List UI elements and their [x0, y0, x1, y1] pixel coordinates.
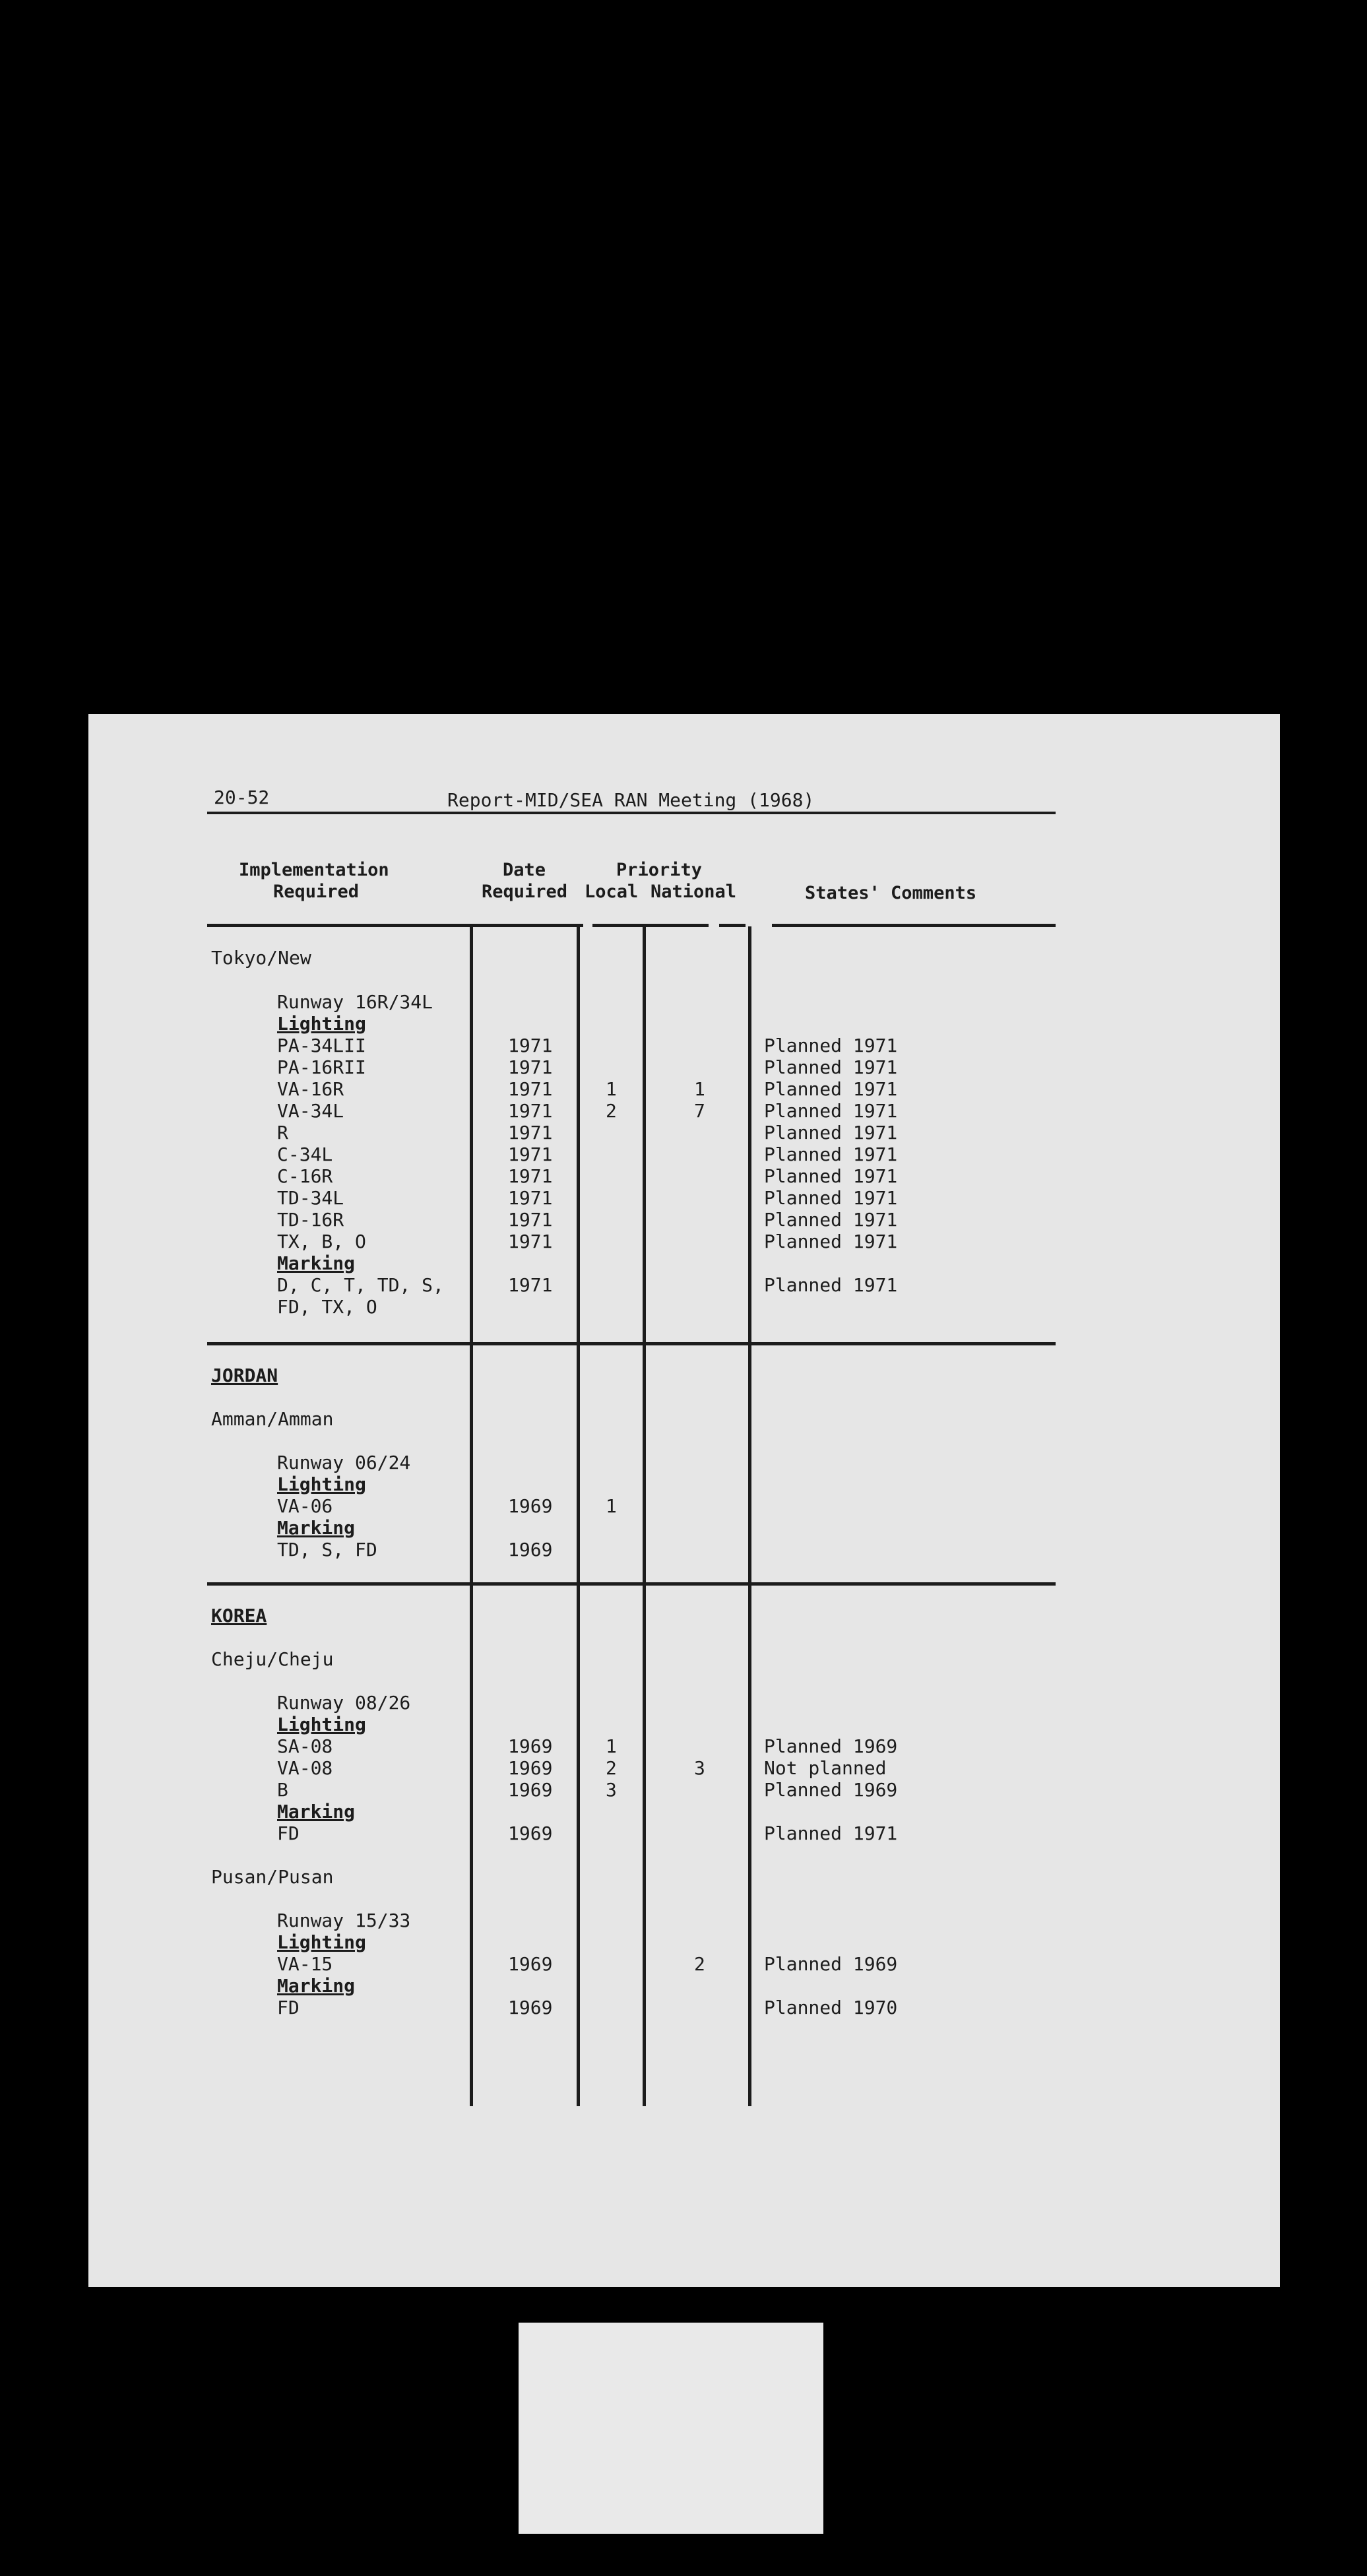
row-item: C-34L	[277, 1143, 333, 1165]
runway-pusan: Runway 15/33	[277, 1910, 411, 1931]
row-date: 1971	[508, 1231, 553, 1252]
row-national-priority: 7	[694, 1100, 705, 1122]
col-date-line2: Required	[482, 882, 568, 902]
row-date: 1969	[508, 1779, 553, 1801]
runway-tokyo: Runway 16R/34L	[277, 991, 433, 1013]
row-item: C-16R	[277, 1165, 333, 1187]
row-date: 1969	[508, 1997, 553, 2018]
row-date: 1971	[508, 1078, 553, 1100]
row-comment: Planned 1971	[764, 1165, 898, 1187]
row-comment: Planned 1969	[764, 1953, 898, 1975]
row-date: 1971	[508, 1274, 553, 1296]
subheading-marking: Marking	[277, 1801, 356, 1822]
row-item: PA-34LII	[277, 1035, 366, 1056]
row-item: TD-16R	[277, 1209, 344, 1231]
section-divider-2	[207, 1582, 1056, 1586]
col-date-line1: Date	[503, 860, 546, 880]
col-national: National	[651, 882, 737, 902]
row-item: TX, B, O	[277, 1231, 366, 1252]
row-local-priority: 3	[606, 1779, 617, 1801]
row-date: 1971	[508, 1056, 553, 1078]
header-rule	[207, 812, 1056, 814]
subheading-marking: Marking	[277, 1517, 356, 1539]
row-date: 1971	[508, 1165, 553, 1187]
runway-amman: Runway 06/24	[277, 1452, 411, 1473]
row-item: R	[277, 1122, 288, 1143]
row-item: SA-08	[277, 1735, 333, 1757]
blank-card	[519, 2323, 823, 2534]
row-comment: Planned 1971	[764, 1274, 898, 1296]
col-states-comments: States' Comments	[805, 883, 977, 903]
row-date: 1969	[508, 1539, 553, 1561]
country-jordan: JORDAN	[211, 1365, 278, 1386]
row-date: 1969	[508, 1757, 553, 1779]
row-date: 1971	[508, 1100, 553, 1122]
row-comment: Planned 1971	[764, 1187, 898, 1209]
row-date: 1971	[508, 1122, 553, 1143]
row-comment: Planned 1971	[764, 1209, 898, 1231]
row-item: VA-15	[277, 1953, 333, 1975]
row-date: 1969	[508, 1735, 553, 1757]
runway-cheju: Runway 08/26	[277, 1692, 411, 1714]
row-item: VA-08	[277, 1757, 333, 1779]
row-national-priority: 3	[694, 1757, 705, 1779]
row-item: FD	[277, 1997, 300, 2018]
row-comment: Planned 1971	[764, 1056, 898, 1078]
col-local: Local	[585, 882, 639, 902]
document-title: Report-MID/SEA RAN Meeting (1968)	[447, 789, 815, 811]
subheading-marking: Marking	[277, 1975, 356, 1997]
row-comment: Planned 1969	[764, 1779, 898, 1801]
column-rule-2	[577, 926, 580, 2106]
location-cheju: Cheju/Cheju	[211, 1648, 334, 1670]
col-priority: Priority	[616, 860, 703, 880]
row-comment: Planned 1971	[764, 1231, 898, 1252]
col-implementation-line1: Implementation	[239, 860, 389, 880]
heading-rule-2	[472, 924, 583, 927]
row-local-priority: 1	[606, 1495, 617, 1517]
page-number: 20-52	[214, 787, 270, 808]
section-divider-1	[207, 1342, 1056, 1345]
row-comment: Planned 1971	[764, 1122, 898, 1143]
row-item: VA-06	[277, 1495, 333, 1517]
row-item: TD, S, FD	[277, 1539, 377, 1561]
heading-rule-3	[592, 924, 709, 927]
row-date: 1969	[508, 1822, 553, 1844]
row-local-priority: 2	[606, 1757, 617, 1779]
row-item: VA-16R	[277, 1078, 344, 1100]
subheading-lighting: Lighting	[277, 1013, 366, 1035]
location-pusan: Pusan/Pusan	[211, 1866, 334, 1888]
row-item: TD-34L	[277, 1187, 344, 1209]
location-tokyo: Tokyo/New	[211, 947, 311, 969]
column-rule-1	[470, 926, 473, 2106]
row-national-priority: 1	[694, 1078, 705, 1100]
subheading-lighting: Lighting	[277, 1931, 366, 1953]
heading-rule-1	[207, 924, 472, 927]
heading-rule-4	[719, 924, 746, 927]
column-rule-3	[643, 926, 646, 2106]
row-date: 1971	[508, 1035, 553, 1056]
country-korea: KOREA	[211, 1605, 267, 1626]
row-comment: Planned 1971	[764, 1100, 898, 1122]
row-comment: Not planned	[764, 1757, 887, 1779]
column-rule-4	[748, 926, 751, 2106]
heading-rule-5	[772, 924, 1056, 927]
row-item: VA-34L	[277, 1100, 344, 1122]
row-date: 1971	[508, 1187, 553, 1209]
row-comment: Planned 1969	[764, 1735, 898, 1757]
row-comment: Planned 1971	[764, 1078, 898, 1100]
row-item: D, C, T, TD, S,	[277, 1274, 444, 1296]
row-item: FD	[277, 1822, 300, 1844]
row-date: 1969	[508, 1495, 553, 1517]
row-comment: Planned 1971	[764, 1822, 898, 1844]
row-local-priority: 1	[606, 1078, 617, 1100]
row-date: 1969	[508, 1953, 553, 1975]
row-national-priority: 2	[694, 1953, 705, 1975]
row-local-priority: 1	[606, 1735, 617, 1757]
subheading-lighting: Lighting	[277, 1714, 366, 1735]
row-date: 1971	[508, 1143, 553, 1165]
row-comment: Planned 1971	[764, 1035, 898, 1056]
row-date: 1971	[508, 1209, 553, 1231]
subheading-lighting: Lighting	[277, 1473, 366, 1495]
document-page	[88, 714, 1280, 2287]
row-item: PA-16RII	[277, 1056, 366, 1078]
row-item-continued: FD, TX, O	[277, 1296, 377, 1318]
row-item: B	[277, 1779, 288, 1801]
row-comment: Planned 1970	[764, 1997, 898, 2018]
row-local-priority: 2	[606, 1100, 617, 1122]
location-amman: Amman/Amman	[211, 1408, 334, 1430]
col-implementation-line2: Required	[273, 882, 360, 902]
subheading-marking: Marking	[277, 1252, 356, 1274]
row-comment: Planned 1971	[764, 1143, 898, 1165]
